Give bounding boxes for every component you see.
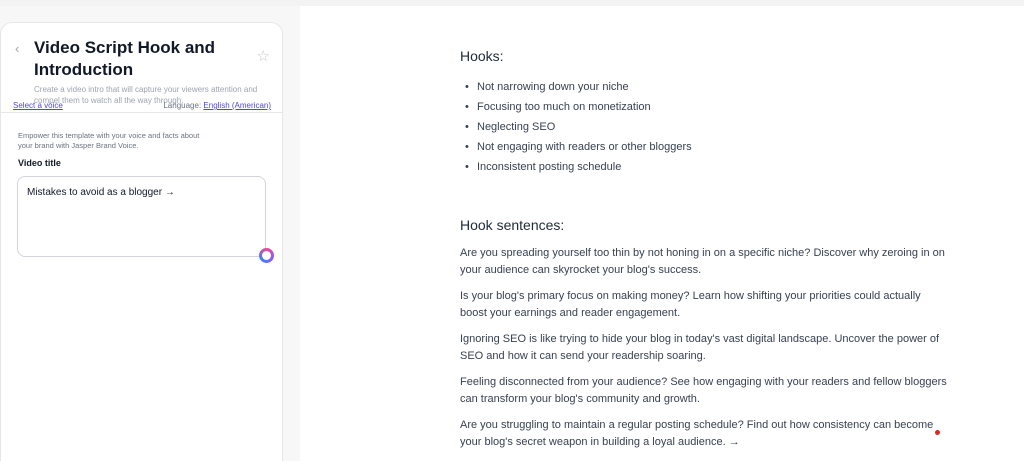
sentences-heading: Hook sentences: (460, 217, 565, 233)
video-title-input[interactable]: Mistakes to avoid as a blogger → (17, 176, 266, 257)
hooks-list (460, 77, 950, 177)
hook-sentences (460, 245, 950, 451)
hook-sentence: Ignoring SEO is like trying to hide your blog in today's vast digital landscape. Uncover the power of SEO and how it can send your readership soaring. (460, 333, 940, 362)
language-selector (163, 101, 271, 110)
hook-sentence: Is your blog's primary focus on making money? Learn how shifting your priorities could actually boost your earnings and reader engagement. (460, 290, 921, 319)
hooks-heading: Hooks: (460, 48, 504, 64)
language-link[interactable]: English (American) (203, 101, 271, 110)
output-content (460, 48, 950, 460)
template-title: Video Script Hook and Introduction (34, 38, 216, 79)
list-item: • Not engaging with readers or other bloggers (460, 137, 950, 157)
star-icon[interactable]: ☆ (256, 48, 270, 65)
brand-voice-text: Empower this template with your voice and facts about your brand with Jasper Brand Voice. (18, 131, 200, 150)
hook-sentence: Feeling disconnected from your audience? See how engaging with your readers and fellow bloggers can transform your blog's community and growth. (460, 376, 947, 405)
cursor-marker-icon (935, 430, 940, 435)
panel-header (1, 23, 282, 113)
select-voice-link[interactable]: Select a voice (13, 101, 63, 110)
language-label: Language: (163, 101, 202, 110)
hook-sentence: Are you spreading yourself too thin by not honing in on a specific niche? Discover why zeroing in on your audience can skyrocket your blog's success. (460, 247, 945, 276)
list-item: • Neglecting SEO (460, 117, 950, 137)
voice-row (13, 101, 271, 113)
chevron-left-icon[interactable]: ‹ (15, 41, 20, 56)
output-document[interactable] (300, 6, 1024, 461)
template-description: Create a video intro that will capture your viewers attention and compel them to watch all the way through. (34, 85, 258, 105)
ai-assist-icon[interactable] (259, 248, 274, 263)
list-item: • Inconsistent posting schedule (460, 157, 950, 177)
list-item: • Focusing too much on monetization (460, 97, 950, 117)
hook-sentence: Are you struggling to maintain a regular posting schedule? Find out how consistency can become your blog's secret weapon in building a loyal audience. → (460, 419, 934, 448)
video-title-label: Video title (18, 158, 61, 168)
list-item: • Not narrowing down your niche (460, 77, 950, 97)
